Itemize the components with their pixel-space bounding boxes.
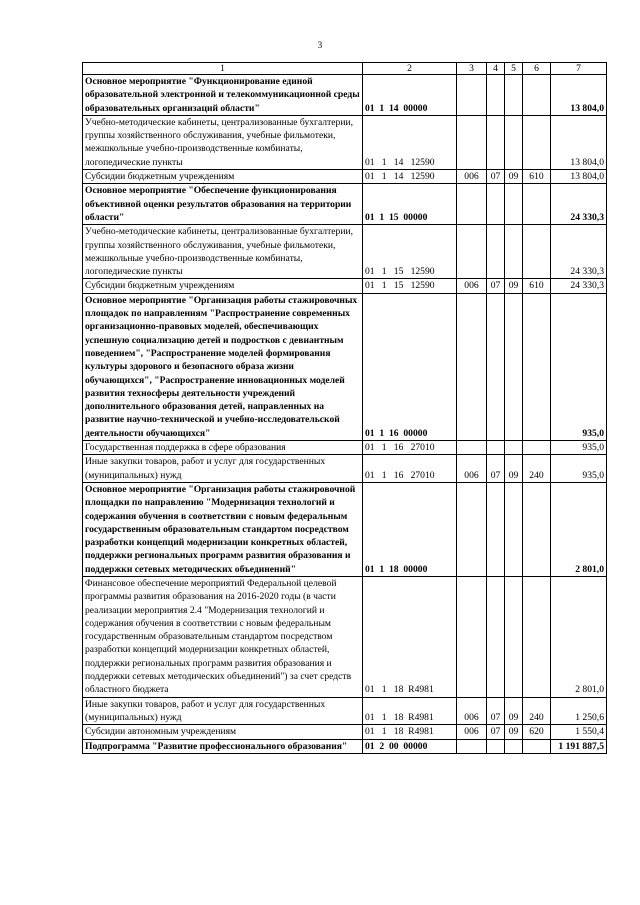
subsection-code-cell xyxy=(505,184,523,225)
row-name-cell: Подпрограмма "Развитие профессионального образования" xyxy=(83,739,363,753)
subsection-code-cell: 09 xyxy=(505,455,523,483)
subsection-code-cell: 09 xyxy=(505,697,523,725)
section-code-cell xyxy=(487,482,505,576)
table-row xyxy=(83,482,607,576)
ministry-code-cell xyxy=(457,576,487,697)
row-name-cell: Иные закупки товаров, работ и услуг для государственных (муниципальных) нужд xyxy=(83,697,363,725)
expense-type-cell xyxy=(523,184,551,225)
row-name-cell: Основное мероприятие "Обеспечение функционирования объективной оценки результатов образования на территории области" xyxy=(83,184,363,225)
expense-type-cell xyxy=(523,115,551,169)
code-cell: 01 1 15 12590 xyxy=(363,225,457,279)
code-cell: 01 1 16 00000 xyxy=(363,293,457,440)
subsection-code-cell: 09 xyxy=(505,279,523,293)
expense-type-cell xyxy=(523,293,551,440)
subsection-code-cell xyxy=(505,293,523,440)
expense-type-cell: 610 xyxy=(523,279,551,293)
code-cell: 01 1 18 R4981 xyxy=(363,725,457,739)
amount-cell: 1 191 887,5 xyxy=(551,739,607,753)
table-row xyxy=(83,184,607,225)
column-header: 6 xyxy=(523,63,551,75)
table-row xyxy=(83,170,607,184)
header-row xyxy=(83,63,607,75)
code-cell: 01 1 15 00000 xyxy=(363,184,457,225)
table-row xyxy=(83,441,607,455)
ministry-code-cell: 006 xyxy=(457,279,487,293)
section-code-cell: 07 xyxy=(487,697,505,725)
row-name-cell: Учебно-методические кабинеты, централизованные бухгалтерии, группы хозяйственного обслуживания, учебные фильмотеки, межшкольные учебно-производственные комбинаты, логопедические пункты xyxy=(83,115,363,169)
column-header: 4 xyxy=(487,63,505,75)
section-code-cell xyxy=(487,75,505,116)
expense-type-cell xyxy=(523,739,551,753)
ministry-code-cell: 006 xyxy=(457,725,487,739)
row-name-cell: Учебно-методические кабинеты, централизованные бухгалтерии, группы хозяйственного обслуживания, учебные фильмотеки, межшкольные учебно-производственные комбинаты, логопедические пункты xyxy=(83,225,363,279)
column-header: 7 xyxy=(551,63,607,75)
amount-cell: 935,0 xyxy=(551,293,607,440)
row-name-cell: Основное мероприятие "Организация работы стажировочных площадок по направлениям "Распространение современных организационно-правовых моделей, обеспечивающих успешную социализацию детей и подростков с девиантным поведением", "Распространение моделей формирования культуры здорового и безопасного образа жизни обучающихся", "Распространение инновационных моделей развития техносферы деятельности учреждений дополнительного образования детей, направленных на развитие научно-технической и учебно-исследовательской деятельности обучающихся" xyxy=(83,293,363,440)
row-name-cell: Финансовое обеспечение мероприятий Федеральной целевой программы развития образования на 2016-2020 годы (в части реализации мероприятия 2.4 "Модернизация технологий и содержания обучения в соответствии с новым федеральным государственным образовательным стандартом посредством разработки концепций модернизации конкретных областей, поддержки региональных программ развития образования и поддержки сетевых методических объединений") за счет средств областного бюджета xyxy=(83,576,363,697)
code-cell: 01 1 14 12590 xyxy=(363,115,457,169)
amount-cell: 13 804,0 xyxy=(551,75,607,116)
budget-table xyxy=(82,62,607,754)
row-name-cell: Государственная поддержка в сфере образования xyxy=(83,441,363,455)
ministry-code-cell xyxy=(457,293,487,440)
subsection-code-cell xyxy=(505,739,523,753)
page-number: 3 xyxy=(317,40,323,50)
table-row xyxy=(83,725,607,739)
expense-type-cell xyxy=(523,225,551,279)
expense-type-cell: 610 xyxy=(523,170,551,184)
table-row xyxy=(83,225,607,279)
column-header: 1 xyxy=(83,63,363,75)
subsection-code-cell xyxy=(505,115,523,169)
amount-cell: 24 330,3 xyxy=(551,225,607,279)
amount-cell: 24 330,3 xyxy=(551,279,607,293)
ministry-code-cell xyxy=(457,75,487,116)
amount-cell: 24 330,3 xyxy=(551,184,607,225)
table-row xyxy=(83,75,607,116)
subsection-code-cell: 09 xyxy=(505,725,523,739)
section-code-cell xyxy=(487,184,505,225)
table-row xyxy=(83,455,607,483)
code-cell: 01 2 00 00000 xyxy=(363,739,457,753)
subsection-code-cell xyxy=(505,482,523,576)
subsection-code-cell xyxy=(505,576,523,697)
row-name-cell: Основное мероприятие "Организация работы стажировочной площадки по направлению "Модернизация технологий и содержания обучения в соответствии с новым федеральным государственным образовательным стандартом посредством разработки концепций модернизации конкретных областей, поддержки региональных программ развития образования и поддержки сетевых методических объединений" xyxy=(83,482,363,576)
ministry-code-cell: 006 xyxy=(457,697,487,725)
ministry-code-cell xyxy=(457,482,487,576)
table-row xyxy=(83,293,607,440)
section-code-cell xyxy=(487,115,505,169)
subsection-code-cell xyxy=(505,441,523,455)
ministry-code-cell xyxy=(457,441,487,455)
table-row xyxy=(83,576,607,697)
section-code-cell xyxy=(487,225,505,279)
code-cell: 01 1 14 12590 xyxy=(363,170,457,184)
amount-cell: 2 801,0 xyxy=(551,576,607,697)
row-name-cell: Субсидии бюджетным учреждениям xyxy=(83,279,363,293)
table-row xyxy=(83,115,607,169)
ministry-code-cell: 006 xyxy=(457,455,487,483)
subsection-code-cell xyxy=(505,225,523,279)
amount-cell: 1 250,6 xyxy=(551,697,607,725)
ministry-code-cell xyxy=(457,115,487,169)
amount-cell: 1 550,4 xyxy=(551,725,607,739)
column-header: 3 xyxy=(457,63,487,75)
table-row xyxy=(83,739,607,753)
expense-type-cell xyxy=(523,441,551,455)
section-code-cell xyxy=(487,739,505,753)
section-code-cell: 07 xyxy=(487,279,505,293)
expense-type-cell: 240 xyxy=(523,455,551,483)
amount-cell: 2 801,0 xyxy=(551,482,607,576)
row-name-cell: Иные закупки товаров, работ и услуг для государственных (муниципальных) нужд xyxy=(83,455,363,483)
code-cell: 01 1 18 R4981 xyxy=(363,697,457,725)
row-name-cell: Субсидии автономным учреждениям xyxy=(83,725,363,739)
ministry-code-cell: 006 xyxy=(457,170,487,184)
column-header: 2 xyxy=(363,63,457,75)
ministry-code-cell xyxy=(457,184,487,225)
expense-type-cell xyxy=(523,576,551,697)
expense-type-cell xyxy=(523,75,551,116)
column-header: 5 xyxy=(505,63,523,75)
row-name-cell: Основное мероприятие "Функционирование единой образовательной электронной и телекоммуникационной среды образовательных организаций области" xyxy=(83,75,363,116)
amount-cell: 935,0 xyxy=(551,441,607,455)
section-code-cell xyxy=(487,576,505,697)
section-code-cell: 07 xyxy=(487,170,505,184)
code-cell: 01 1 14 00000 xyxy=(363,75,457,116)
ministry-code-cell xyxy=(457,739,487,753)
code-cell: 01 1 18 R4981 xyxy=(363,576,457,697)
subsection-code-cell: 09 xyxy=(505,170,523,184)
subsection-code-cell xyxy=(505,75,523,116)
amount-cell: 13 804,0 xyxy=(551,170,607,184)
code-cell: 01 1 16 27010 xyxy=(363,441,457,455)
amount-cell: 13 804,0 xyxy=(551,115,607,169)
code-cell: 01 1 18 00000 xyxy=(363,482,457,576)
table-row xyxy=(83,279,607,293)
section-code-cell: 07 xyxy=(487,725,505,739)
expense-type-cell xyxy=(523,482,551,576)
ministry-code-cell xyxy=(457,225,487,279)
section-code-cell xyxy=(487,293,505,440)
expense-type-cell: 240 xyxy=(523,697,551,725)
expense-type-cell: 620 xyxy=(523,725,551,739)
section-code-cell xyxy=(487,441,505,455)
table-row xyxy=(83,697,607,725)
code-cell: 01 1 16 27010 xyxy=(363,455,457,483)
row-name-cell: Субсидии бюджетным учреждениям xyxy=(83,170,363,184)
amount-cell: 935,0 xyxy=(551,455,607,483)
code-cell: 01 1 15 12590 xyxy=(363,279,457,293)
section-code-cell: 07 xyxy=(487,455,505,483)
